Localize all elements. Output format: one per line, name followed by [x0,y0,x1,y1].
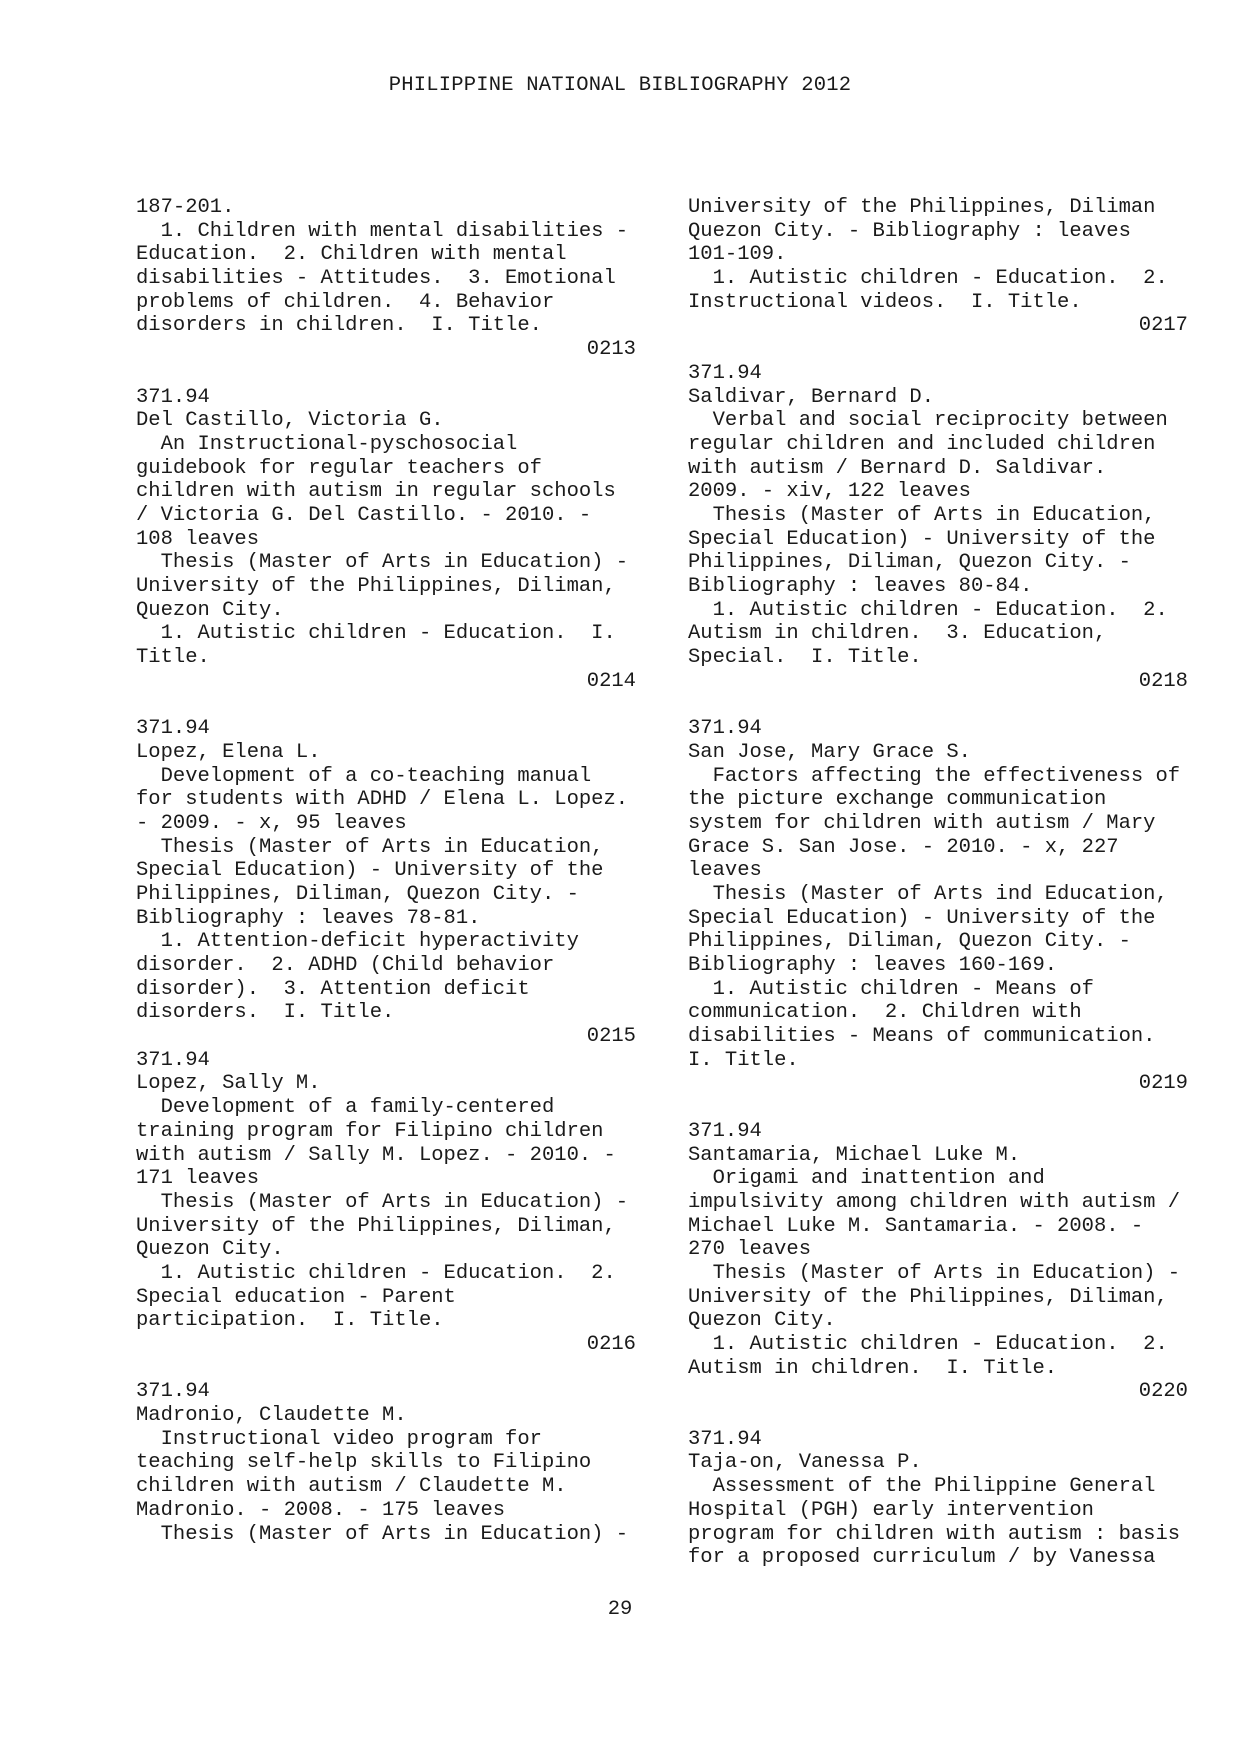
catalog-line: Taja-on, Vanessa P. [688,1451,922,1475]
catalog-line: training program for Filipino children [136,1119,604,1143]
catalog-line: Autism in children. I. Title. [688,1356,1058,1380]
catalog-line: I. Title. [688,1048,799,1072]
catalog-line: impulsivity among children with autism / [688,1190,1181,1214]
catalog-line: Thesis (Master of Arts in Education) - [136,551,629,575]
catalog-line: 1. Autistic children - Education. 2. [688,1333,1168,1356]
catalog-line: San Jose, Mary Grace S. [688,740,971,764]
catalog-line: Factors affecting the effectiveness of [688,764,1181,788]
catalog-line: Instructional videos. I. Title. [688,290,1082,314]
catalog-line: Bibliography : leaves 78-81. [136,906,481,930]
catalog-line: guidebook for regular teachers of [136,456,542,480]
catalog-line: 108 leaves [136,527,260,551]
entry-number: 0218 [1138,669,1188,693]
catalog-line: 171 leaves [136,1167,260,1191]
catalog-line: 1. Autistic children - Education. 2. [688,598,1168,622]
catalog-line: Bibliography : leaves 80-84. [688,575,1033,598]
catalog-line: Philippines, Diliman, Quezon City. - [136,882,579,906]
catalog-line: Quezon City. [136,598,284,622]
catalog-line: Thesis (Master of Arts in Education, [136,835,604,859]
catalog-line: disorder). 3. Attention deficit [136,977,530,1001]
catalog-line: communication. 2. Children with [688,1001,1082,1025]
page-number: 29 [607,1598,633,1621]
catalog-line: participation. I. Title. [136,1309,444,1333]
catalog-line: program for children with autism : basis [688,1522,1181,1546]
catalog-line: disorders. I. Title. [136,1001,395,1025]
catalog-line: 371.94 [688,361,762,385]
catalog-line: 371.94 [136,385,210,409]
catalog-line: Assessment of the Philippine General [688,1475,1156,1499]
catalog-line: Quezon City. [136,1238,284,1262]
entry-number: 0219 [1138,1072,1188,1096]
right-column [688,196,1188,1570]
catalog-line: Madronio. - 2008. - 175 leaves [136,1498,506,1522]
catalog-line: 1. Children with mental disabilities - [136,219,629,243]
catalog-line: University of the Philippines, Diliman, [688,1285,1168,1309]
catalog-line: 371.94 [136,717,210,741]
catalog-line: Quezon City. [688,1309,836,1333]
entry-number: 0220 [1138,1380,1188,1404]
catalog-line: 101-109. [688,243,787,267]
catalog-line: Title. [136,646,210,670]
catalog-line: 1. Autistic children - Education. I. [136,622,616,646]
catalog-line: disabilities - Means of communication. [688,1025,1156,1049]
catalog-line: system for children with autism / Mary [688,811,1156,835]
catalog-line: 187-201. [136,196,235,219]
catalog-line: Thesis (Master of Arts in Education) - [136,1522,629,1546]
entry-number: 0214 [586,669,636,693]
entry-number: 0217 [1138,314,1188,338]
catalog-line: Thesis (Master of Arts ind Education, [688,882,1168,906]
catalog-line: Grace S. San Jose. - 2010. - x, 227 [688,835,1119,859]
catalog-line: Special education - Parent [136,1285,456,1309]
catalog-line: / Victoria G. Del Castillo. - 2010. - [136,503,592,527]
catalog-line [136,1357,636,1381]
catalog-line: University of the Philippines, Diliman, [136,1214,616,1238]
catalog-line: for students with ADHD / Elena L. Lopez. [136,788,629,812]
catalog-line [688,1404,1188,1428]
catalog-line [688,338,1188,362]
catalog-line [688,693,1188,717]
catalog-line: 371.94 [136,1380,210,1404]
catalog-line: University of the Philippines, Diliman, [136,575,616,598]
catalog-line: 2009. - xiv, 122 leaves [688,480,971,504]
catalog-line [688,1096,1188,1120]
catalog-line: Special. I. Title. [688,646,922,670]
catalog-line: regular children and included children [688,432,1156,456]
catalog-line: 371.94 [136,1048,210,1072]
catalog-line: 270 leaves [688,1238,812,1262]
catalog-line: Origami and inattention and [688,1167,1045,1191]
catalog-line: Education. 2. Children with mental [136,243,567,267]
catalog-line: University of the Philippines, Diliman [688,196,1156,219]
catalog-line: Special Education) - University of the [688,906,1156,930]
catalog-line: Philippines, Diliman, Quezon City. - [688,551,1131,575]
catalog-line: disorder. 2. ADHD (Child behavior [136,954,555,977]
entry-number: 0213 [586,338,636,362]
catalog-line: with autism / Sally M. Lopez. - 2010. - [136,1143,616,1167]
catalog-line: Verbal and social reciprocity between [688,409,1168,433]
catalog-line [136,362,636,386]
catalog-line: problems of children. 4. Behavior [136,290,555,314]
catalog-line: Special Education) - University of the [688,527,1156,551]
catalog-line: Lopez, Elena L. [136,740,321,764]
catalog-line: Autism in children. 3. Education, [688,622,1107,646]
catalog-line: 371.94 [688,1119,762,1143]
catalog-line: Thesis (Master of Arts in Education, [688,503,1156,527]
catalog-line: Madronio, Claudette M. [136,1404,407,1428]
catalog-line: Lopez, Sally M. [136,1072,321,1096]
catalog-line: 371.94 [688,717,762,741]
entry-number: 0216 [586,1333,636,1356]
catalog-line: for a proposed curriculum / by Vanessa [688,1546,1156,1570]
catalog-line: Thesis (Master of Arts in Education) - [136,1190,629,1214]
entry-number: 0215 [586,1025,636,1049]
catalog-line: Bibliography : leaves 160-169. [688,954,1058,977]
catalog-line: children with autism in regular schools [136,480,616,504]
catalog-line: An Instructional-pyschosocial [136,432,518,456]
catalog-line: teaching self-help skills to Filipino [136,1451,592,1475]
left-column [136,196,636,1546]
catalog-line: Michael Luke M. Santamaria. - 2008. - [688,1214,1144,1238]
catalog-line: Thesis (Master of Arts in Education) - [688,1261,1181,1285]
catalog-line: with autism / Bernard D. Saldivar. [688,456,1107,480]
catalog-line: disabilities - Attitudes. 3. Emotional [136,267,616,291]
catalog-line: Instructional video program for [136,1427,542,1451]
catalog-line: 1. Autistic children - Education. 2. [688,267,1168,291]
catalog-line: Special Education) - University of the [136,859,604,883]
catalog-line [136,693,636,717]
catalog-line: children with autism / Claudette M. [136,1475,567,1499]
catalog-line: - 2009. - x, 95 leaves [136,811,407,835]
catalog-line: Saldivar, Bernard D. [688,385,935,409]
catalog-line: 1. Autistic children - Education. 2. [136,1261,616,1285]
catalog-line: leaves [688,859,762,883]
catalog-line: 371.94 [688,1427,762,1451]
catalog-line: Hospital (PGH) early intervention [688,1498,1094,1522]
page-header: PHILIPPINE NATIONAL BIBLIOGRAPHY 2012 [388,74,852,97]
catalog-line: the picture exchange communication [688,788,1107,812]
catalog-line: 1. Autistic children - Means of [688,977,1094,1001]
catalog-line: disorders in children. I. Title. [136,314,542,338]
catalog-line: Development of a family-centered [136,1096,555,1120]
catalog-line: Quezon City. - Bibliography : leaves [688,219,1131,243]
catalog-line: Santamaria, Michael Luke M. [688,1143,1021,1167]
catalog-line: Del Castillo, Victoria G. [136,409,444,433]
catalog-line: Philippines, Diliman, Quezon City. - [688,930,1131,954]
catalog-line: Development of a co-teaching manual [136,764,592,788]
catalog-line: 1. Attention-deficit hyperactivity [136,930,579,954]
